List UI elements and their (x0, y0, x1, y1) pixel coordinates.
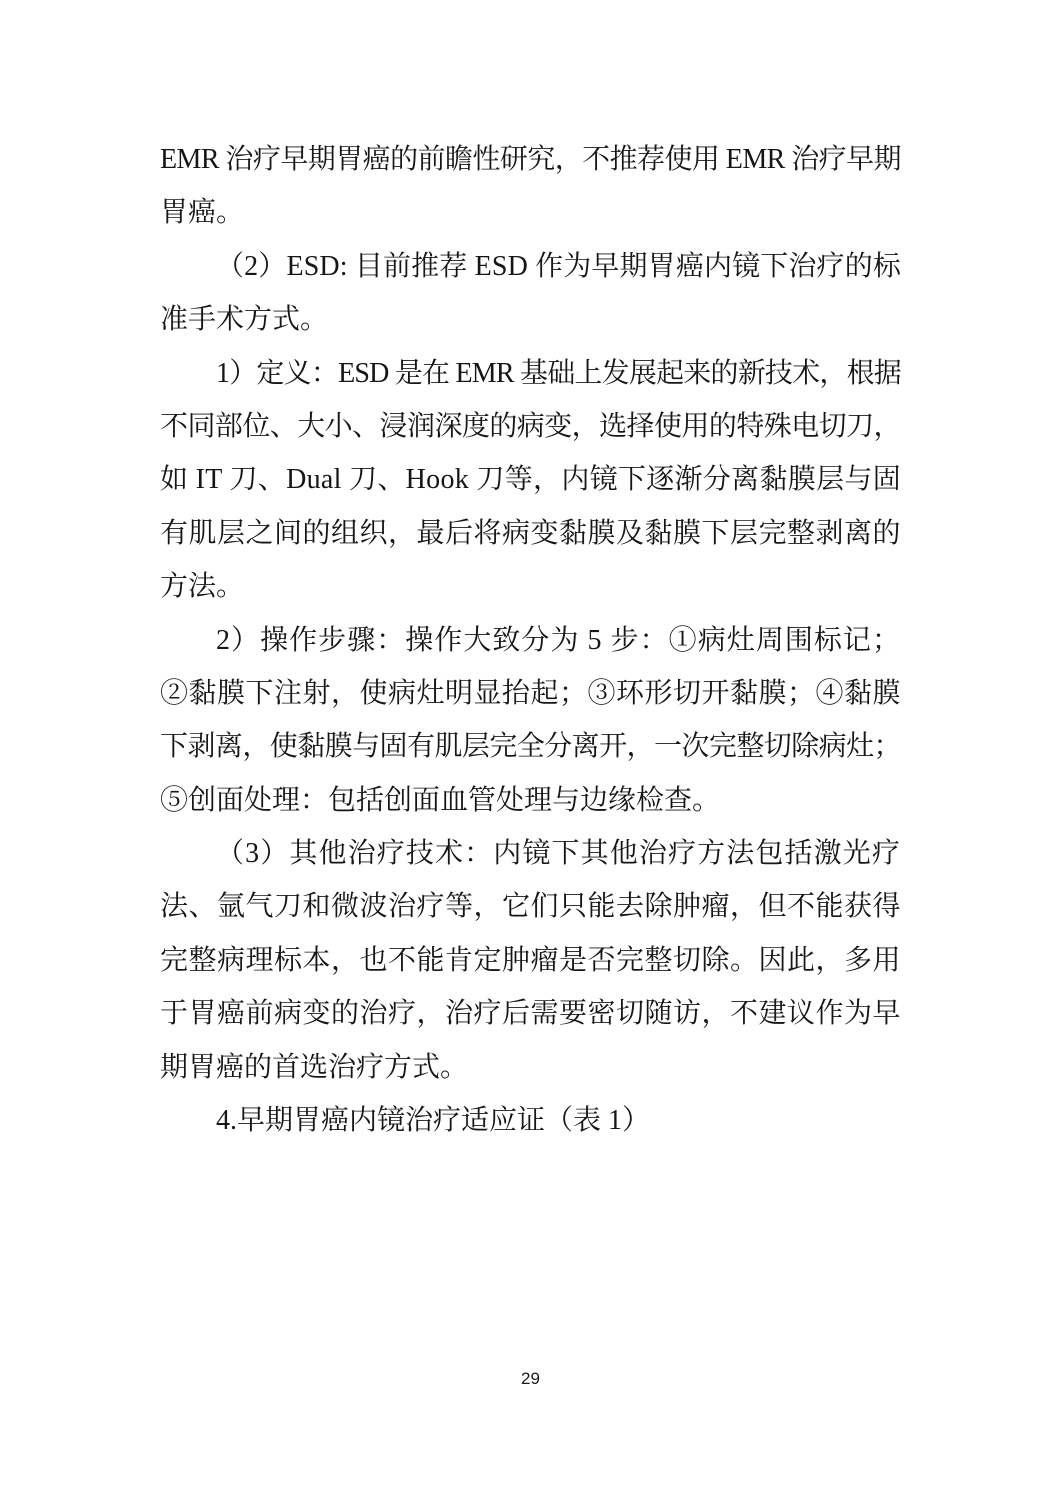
text-line: 完整病理标本，也不能肯定肿瘤是否完整切除。因此，多用 (160, 944, 901, 976)
body-text (160, 133, 901, 1147)
text-line: 胃癌。 (160, 197, 245, 229)
text-line: 如 IT 刀、Dual 刀、Hook 刀等，内镜下逐渐分离黏膜层与固 (160, 464, 901, 496)
text-line: （2）ESD: 目前推荐 ESD 作为早期胃癌内镜下治疗的标 (216, 250, 901, 282)
text-line: 期胃癌的首选治疗方式。 (160, 1051, 469, 1083)
page-number: 29 (521, 1369, 540, 1388)
text-line: 不同部位、大小、浸润深度的病变，选择使用的特殊电切刀， (160, 410, 901, 442)
text-line: 下剥离，使黏膜与固有肌层完全分离开，一次完整切除病灶； (160, 731, 901, 763)
text-line: 准手术方式。 (160, 304, 329, 336)
text-line: 方法。 (160, 571, 245, 603)
text-line: 有肌层之间的组织，最后将病变黏膜及黏膜下层完整剥离的 (160, 517, 901, 549)
text-line: （3）其他治疗技术：内镜下其他治疗方法包括激光疗 (216, 838, 901, 870)
text-line: ②黏膜下注射，使病灶明显抬起；③环形切开黏膜；④黏膜 (160, 677, 901, 709)
text-line: 于胃癌前病变的治疗，治疗后需要密切随访，不建议作为早 (160, 998, 901, 1030)
text-line: 2）操作步骤：操作大致分为 5 步：①病灶周围标记； (216, 624, 901, 656)
text-line: 4.早期胃癌内镜治疗适应证（表 1） (216, 1105, 651, 1137)
text-line: 法、氩气刀和微波治疗等，它们只能去除肿瘤，但不能获得 (160, 891, 901, 923)
text-line: 1）定义：ESD 是在 EMR 基础上发展起来的新技术，根据 (216, 357, 901, 389)
text-line: ⑤创面处理：包括创面血管处理与边缘检查。 (160, 784, 721, 816)
text-line: EMR 治疗早期胃癌的前瞻性研究，不推荐使用 EMR 治疗早期 (160, 144, 901, 175)
